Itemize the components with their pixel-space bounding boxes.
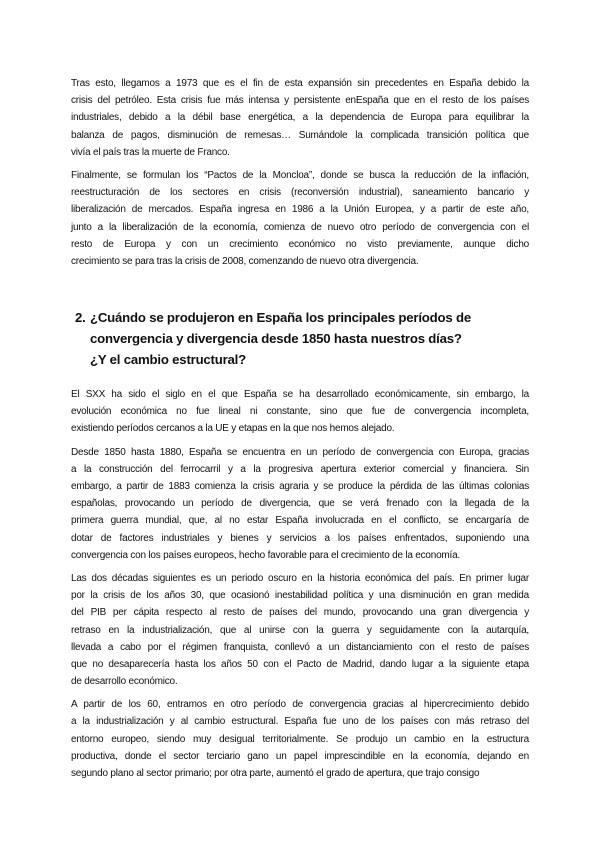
text-line: españolas, provocando un período de divergencia, que se verá frenado con la llegada de la [71,498,529,510]
text-line: dotar de factores industriales y bienes y servicios a los países enfrentados, suponiendo una [71,532,529,544]
text-line: crisis del petróleo. Esta crisis fue más intensa y persistente enEspaña que en el resto de los países [71,95,529,107]
text-line: junto a la liberalización de la economía, comienza de nuevo otro período de convergencia con el [71,221,529,233]
text-line: existiendo períodos cercanos a la UE y etapas en la que nos hemos alejado. [71,423,395,435]
text-line: evolución económica no fue lineal ni constante, sino que fue de convergencia incompleta, [71,406,529,418]
text-line: industriales, debido a la débil base energética, a la dependencia de Europa para equilibrar la [71,112,529,124]
text-line: Las dos décadas siguientes es un periodo oscuro en la historia económica del país. En primer lugar [71,572,529,584]
text-line: resto de Europa y con un crecimiento económico no visto previamente, aunque dicho [71,238,529,250]
text-line: segundo plano al sector primario; por otra parte, aumentó el grado de apertura, que trajo consigo [71,768,480,779]
text-line: convergencia con los países europeos, hecho favorable para el crecimiento de la economía. [71,549,461,561]
paragraph [71,444,529,564]
text-line: productiva, donde el sector terciario gano un papel imprescindible en la economía, dejando en [71,750,529,762]
paragraph [71,386,529,438]
text-line: a la industrialización y al cambio estructural. España fue uno de los países con más retraso del [71,716,529,728]
text-line: que no desaparecería hasta los años 50 con el Pacto de Madrid, dando lugar a la siguiente etapa [71,658,529,670]
text-line: Desde 1850 hasta 1880, España se encuentra en un período de convergencia con Europa, gracias [71,446,529,458]
heading-line: ¿Cuándo se produjeron en España los principales períodos de [90,310,471,326]
section-after [71,386,529,782]
text-line: liberalización de mercados. España ingresa en 1986 a la Unión Europea, y a partir de este año, [71,204,529,216]
text-line: primera guerra mundial, que, al no estar España involucrada en el conflicto, se encargaría de [71,515,529,527]
document-page [71,75,529,788]
heading-number: 2. [75,310,86,326]
paragraph [71,570,529,690]
text-line: embargo, a partir de 1883 comienza la crisis agraria y se produce la pérdida de las últimas colonias [71,481,529,492]
heading-line: ¿Y el cambio estructural? [90,352,246,368]
text-line: vivía el país tras la muerte de Franco. [71,146,230,158]
text-line: Finalmente, se formulan los “Pactos de la Moncloa”, donde se busca la reducción de la inflación, [71,169,529,181]
text-line: llevada a cabo por el régimen franquista, conllevó a un distanciamiento con el resto de países [71,641,529,653]
section-heading [71,307,529,370]
text-line: a la construcción del ferrocarril y a la progresiva apertura exterior comercial y financiera. Sin [71,463,529,475]
heading-line: convergencia y divergencia desde 1850 hasta nuestros días? [90,331,462,347]
text-line: El SXX ha sido el siglo en el que España se ha desarrollado económicamente, sin embargo, la [71,389,529,401]
paragraph [71,696,529,782]
text-line: de desarrollo económico. [71,676,178,688]
text-line: del PIB per cápita respecto al resto de países del mundo, provocando una gran divergencia y [71,607,529,619]
text-line: Tras esto, llegamos a 1973 que es el fin de esta expansión sin precedentes en España debido la [71,78,529,89]
paragraph [71,167,529,270]
text-line: entorno europeo, siendo muy desigual territorialmente. Se produjo un cambio en la estructura [71,733,529,745]
text-line: por la crisis de los años 30, que ocasionó inestabilidad política y una disminución en gran medida [71,590,529,602]
text-line: balanza de pagos, disminución de remesas… Sumándole la complicada transición política que [71,129,529,141]
paragraph [71,75,529,161]
text-line: A partir de los 60, entramos en otro período de convergencia gracias al hipercrecimiento debido [71,699,529,711]
section-before [71,75,529,270]
text-line: crecimiento se para tras la crisis de 2008, comenzando de nuevo otra divergencia. [71,255,419,267]
text-line: reestructuración de los sectores en crisis (reconversión industrial), saneamiento bancario y [71,187,529,199]
text-line: retraso en la industrialización, que al unirse con la guerra y seguidamente con la autarquía, [71,624,529,636]
